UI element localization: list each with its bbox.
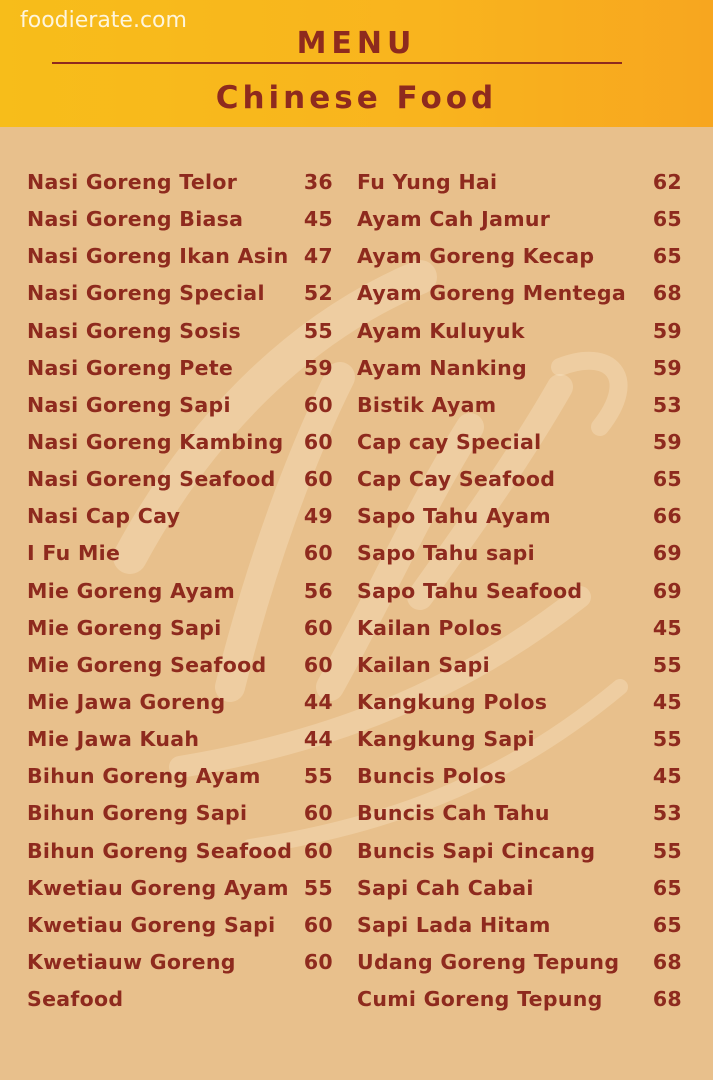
menu-column-right: [357, 168, 682, 1022]
menu-item-name: Mie Jawa Kuah: [27, 727, 200, 752]
menu-item-name: Sapi Cah Cabai: [357, 875, 534, 900]
menu-item: [27, 614, 333, 651]
menu-item-price: 55: [652, 727, 682, 752]
menu-item-price: 69: [652, 578, 682, 603]
menu-item: [27, 168, 333, 205]
menu-item-price: 60: [303, 429, 333, 454]
menu-item-name: Udang Goreng Tepung: [357, 949, 620, 974]
menu-item-price: 60: [303, 838, 333, 863]
menu-item: [357, 837, 682, 874]
menu-subtitle: Chinese Food: [215, 80, 498, 116]
menu-item-name: Ayam Kuluyuk: [357, 318, 525, 343]
menu-item: [357, 688, 682, 725]
menu-item-name: Nasi Goreng Special: [27, 281, 265, 306]
menu-item-price: 45: [652, 615, 682, 640]
menu-item-name: Kangkung Sapi: [357, 727, 535, 752]
menu-item-name: Kailan Sapi: [357, 652, 490, 677]
menu-item-price: 62: [652, 170, 682, 194]
menu-item: [357, 539, 682, 576]
menu-item-price: 59: [652, 429, 682, 454]
menu-item-price: 53: [652, 801, 682, 826]
menu-item: [27, 911, 333, 948]
menu-item-price: 55: [652, 652, 682, 677]
menu-item-price: 68: [652, 949, 682, 974]
menu-item-name: Kangkung Polos: [357, 689, 548, 714]
menu-item-price: 56: [303, 578, 333, 603]
menu-item-price: 55: [303, 875, 333, 900]
menu-item: [27, 539, 333, 576]
menu-item-price: 52: [303, 281, 333, 306]
menu-item: [27, 948, 333, 985]
menu-item: [27, 799, 333, 836]
menu-item: [27, 279, 333, 316]
menu-item-price: 65: [652, 467, 682, 492]
menu-item-price: 68: [652, 987, 682, 1012]
site-watermark: foodierate.com: [20, 8, 187, 33]
menu-item-price: 45: [303, 207, 333, 232]
menu-item-price: 55: [652, 838, 682, 863]
menu-item: [27, 837, 333, 874]
menu-item-name: Kwetiauw Goreng: [27, 949, 236, 974]
menu-item-price: 68: [652, 281, 682, 306]
menu-item-name: Cumi Goreng Tepung: [357, 987, 603, 1012]
menu-item-name: Cap Cay Seafood: [357, 467, 556, 492]
menu-item-name: Mie Goreng Seafood: [27, 652, 267, 677]
menu-item-price: 60: [303, 467, 333, 492]
menu-item: [27, 465, 333, 502]
menu-item: [357, 614, 682, 651]
menu-item-name: Buncis Sapi Cincang: [357, 838, 596, 863]
menu-item: [357, 911, 682, 948]
menu-item-price: 53: [652, 392, 682, 417]
menu-item-name: Ayam Goreng Kecap: [357, 244, 595, 269]
menu-item-price: 65: [652, 875, 682, 900]
menu-item: [357, 651, 682, 688]
menu-item-price: 66: [652, 504, 682, 529]
menu-item: [357, 874, 682, 911]
menu-item-name: Ayam Nanking: [357, 355, 527, 380]
menu-item: [27, 502, 333, 539]
menu-item-name: Sapi Lada Hitam: [357, 912, 551, 937]
menu-item-name: Ayam Cah Jamur: [357, 207, 551, 232]
menu-item: [357, 985, 682, 1022]
menu-item: [27, 391, 333, 428]
menu-item: [27, 762, 333, 799]
menu-item-name: Buncis Polos: [357, 764, 507, 789]
menu-item: [357, 428, 682, 465]
menu-item-name: Buncis Cah Tahu: [357, 801, 550, 826]
menu-item: [27, 205, 333, 242]
menu-item-name: Seafood: [27, 987, 124, 1012]
menu-item: [27, 725, 333, 762]
menu-item-name: Nasi Goreng Kambing: [27, 429, 284, 454]
menu-item: [357, 577, 682, 614]
menu-item-name: Bihun Goreng Seafood: [27, 838, 293, 863]
menu-item-price: 49: [303, 504, 333, 529]
menu-item-name: Kailan Polos: [357, 615, 503, 640]
menu-item: [27, 428, 333, 465]
menu-item: [357, 799, 682, 836]
menu-item: [27, 688, 333, 725]
menu-item-name: Fu Yung Hai: [357, 170, 498, 194]
menu-item: [357, 242, 682, 279]
menu-item-name: Mie Jawa Goreng: [27, 689, 226, 714]
menu-item-name: Nasi Goreng Ikan Asin: [27, 244, 289, 269]
menu-item-name: Bistik Ayam: [357, 392, 497, 417]
menu-item-name: Nasi Cap Cay: [27, 504, 181, 529]
menu-item: [357, 168, 682, 205]
menu-item-price: 65: [652, 244, 682, 269]
menu-column-left: [27, 168, 333, 1022]
menu-item: [357, 502, 682, 539]
menu-item-price: 60: [303, 652, 333, 677]
menu-item-name: Sapo Tahu Ayam: [357, 504, 551, 529]
menu-item-price: 60: [303, 801, 333, 826]
menu-item-name: Nasi Goreng Pete: [27, 355, 234, 380]
menu-item-name: I Fu Mie: [27, 541, 121, 566]
menu-item-name: Mie Goreng Sapi: [27, 615, 222, 640]
menu-item-price: 55: [303, 764, 333, 789]
menu-item-name: Nasi Goreng Sapi: [27, 392, 231, 417]
menu-item-name: Bihun Goreng Sapi: [27, 801, 248, 826]
menu-item-name: Sapo Tahu Seafood: [357, 578, 583, 603]
menu-item-name: Ayam Goreng Mentega: [357, 281, 626, 306]
menu-item-price: 59: [652, 318, 682, 343]
menu-item: [357, 205, 682, 242]
menu-title: MENU: [296, 26, 417, 61]
menu-item-name: Nasi Goreng Telor: [27, 170, 238, 194]
menu-item: [357, 725, 682, 762]
menu-item-price: 59: [303, 355, 333, 380]
menu-item-name: Nasi Goreng Seafood: [27, 467, 276, 492]
menu-item-name: Nasi Goreng Biasa: [27, 207, 244, 232]
menu-item-price: 60: [303, 912, 333, 937]
menu-item: [27, 651, 333, 688]
menu-item-name: Cap cay Special: [357, 429, 542, 454]
menu-header: [0, 0, 713, 127]
menu-item: [27, 242, 333, 279]
menu-item: [27, 874, 333, 911]
title-divider: [52, 62, 622, 64]
menu-item-price: 47: [303, 244, 333, 269]
menu-item-price: 69: [652, 541, 682, 566]
menu-item: [27, 354, 333, 391]
menu-item: [357, 279, 682, 316]
menu-item-price: 45: [652, 689, 682, 714]
menu-item-price: 44: [303, 727, 333, 752]
menu-item: [357, 948, 682, 985]
menu-item-name: Nasi Goreng Sosis: [27, 318, 242, 343]
menu-item-price: 59: [652, 355, 682, 380]
menu-item-name: Kwetiau Goreng Ayam: [27, 875, 289, 900]
menu-item: [27, 317, 333, 354]
menu-item-price: 60: [303, 392, 333, 417]
menu-item: [27, 577, 333, 614]
menu-item: [357, 465, 682, 502]
menu-item: [27, 985, 333, 1022]
menu-item-price: 60: [303, 949, 333, 974]
menu-item-price: 65: [652, 207, 682, 232]
menu-item-name: Mie Goreng Ayam: [27, 578, 235, 603]
menu-item-price: 45: [652, 764, 682, 789]
menu-item-price: 36: [303, 170, 333, 194]
menu-item-price: 65: [652, 912, 682, 937]
menu-item-price: 60: [303, 541, 333, 566]
menu-item: [357, 391, 682, 428]
menu-item-name: Sapo Tahu sapi: [357, 541, 535, 566]
menu-item: [357, 354, 682, 391]
menu-item-name: Kwetiau Goreng Sapi: [27, 912, 276, 937]
menu-item-price: 55: [303, 318, 333, 343]
menu-item: [357, 317, 682, 354]
menu-item-price: 60: [303, 615, 333, 640]
menu-item-price: 44: [303, 689, 333, 714]
menu-item-name: Bihun Goreng Ayam: [27, 764, 261, 789]
menu-item: [357, 762, 682, 799]
